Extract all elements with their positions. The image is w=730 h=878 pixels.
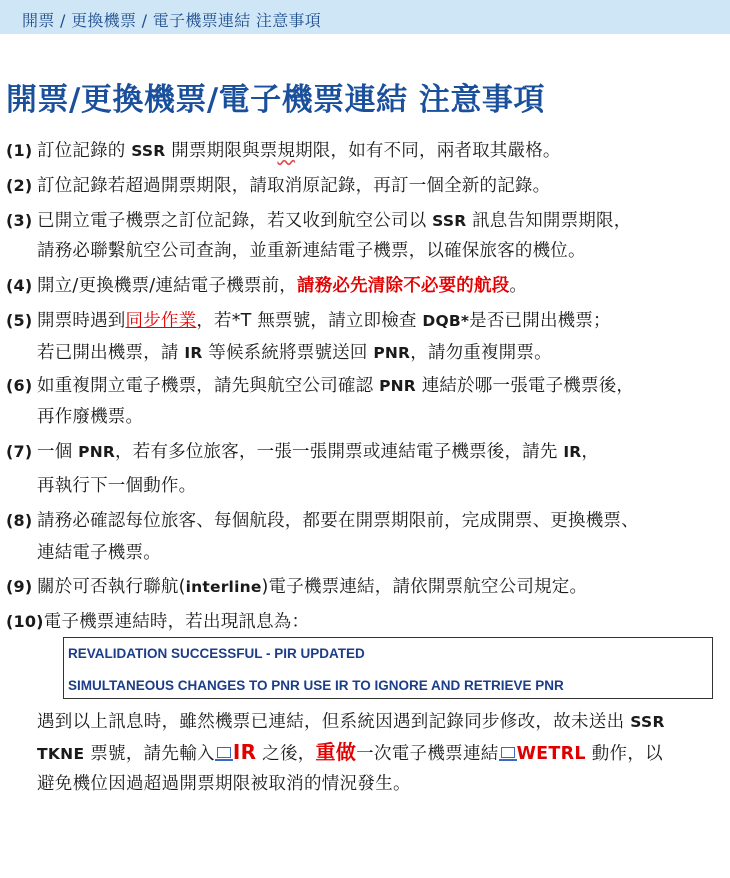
- item-number: (7): [6, 442, 33, 461]
- item-text: 連結於哪一張電子機票後，: [415, 376, 635, 396]
- note-text: 遇到以上訊息時，雖然機票已連結，但系統因遇到記錄同步修改，故未送出: [37, 712, 631, 732]
- item-text: 請務必確認每位旅客、每個航段，都要在開票期限前，完成開票、更換機票、: [37, 511, 639, 531]
- item-text: PNR: [379, 377, 416, 395]
- item-number: (2): [6, 176, 33, 195]
- item-text: ，請勿重複開票。: [410, 343, 552, 363]
- list-item-3: [6, 210, 631, 232]
- item-text: 訊息告知開票期限，: [466, 211, 632, 231]
- message-line-2: SIMULTANEOUS CHANGES TO PNR USE IR TO IGNORE AND RETRIEVE PNR: [68, 678, 564, 693]
- note-line-2: [37, 741, 663, 765]
- item-number: (4): [6, 276, 33, 295]
- item-text: IR: [184, 344, 203, 362]
- warning-text: 請務必先清除不必要的航段: [297, 276, 510, 296]
- list-item-3-cont: 請務必聯繫航空公司查詢，並重新連結電子機票，以確保旅客的機位。: [37, 241, 586, 261]
- item-number: (5): [6, 311, 33, 330]
- note-line-3: 避免機位因過超過開票期限被取消的情況發生。: [37, 774, 411, 794]
- list-item-6: [6, 375, 634, 397]
- list-item-1: [6, 140, 561, 162]
- item-text: interline: [185, 578, 262, 596]
- item-number: (10): [6, 612, 44, 631]
- item-text: 如重複開立電子機票，請先與航空公司確認: [37, 376, 380, 396]
- list-item-8-cont: 連結電子機票。: [37, 543, 161, 563]
- note-line-1: [37, 711, 665, 733]
- list-item-2: [6, 175, 550, 197]
- item-text: 等候系統將票號送回: [202, 343, 374, 363]
- keyboard-enter-icon: [217, 747, 231, 758]
- list-item-10: [6, 611, 309, 633]
- item-text: 電子機票連結時，若出現訊息為：: [43, 612, 310, 632]
- item-text: 是否已開出機票；: [469, 311, 611, 331]
- item-number: (1): [6, 141, 33, 160]
- note-text: 一次電子機票連結: [356, 744, 499, 764]
- spellcheck-word: 規: [277, 141, 296, 161]
- note-text: TKNE: [37, 745, 85, 763]
- item-text: ，若有多位旅客，一張一張開票或連結電子機票後，請先: [115, 442, 564, 462]
- redo-emphasis: 重做: [315, 740, 357, 764]
- item-text: SSR: [131, 142, 166, 160]
- item-text: SSR: [432, 212, 467, 230]
- list-item-8: [6, 510, 639, 532]
- item-text: 一個: [37, 442, 79, 462]
- command-ir: IR: [232, 740, 257, 764]
- item-text: )電子機票連結，請依開票航空公司規定。: [261, 577, 588, 597]
- item-text: IR: [563, 443, 582, 461]
- sync-operation-link[interactable]: 同步作業: [125, 311, 197, 331]
- item-text: ，若*T 無票號，請立即檢查: [196, 311, 423, 331]
- item-text: 若已開出機票，請: [37, 343, 185, 363]
- item-text: 訂位記錄的: [37, 141, 132, 161]
- list-item-5-cont: [37, 342, 552, 364]
- breadcrumb: 開票 / 更換機票 / 電子機票連結 注意事項: [22, 11, 322, 30]
- item-text: 已開立電子機票之訂位記錄，若又收到航空公司以: [37, 211, 433, 231]
- item-number: (6): [6, 376, 33, 395]
- note-text: 票號，請先輸入: [84, 744, 215, 764]
- item-text: ，: [581, 442, 600, 462]
- item-text: PNR: [78, 443, 116, 461]
- list-item-7: [6, 441, 599, 463]
- page-title: 開票/更換機票/電子機票連結 注意事項: [6, 82, 545, 118]
- list-item-9: [6, 576, 587, 598]
- keyboard-enter-icon: [501, 747, 515, 758]
- item-number: (9): [6, 577, 33, 596]
- list-item-6-cont: 再作廢機票。: [37, 407, 144, 427]
- note-text: 動作，以: [585, 744, 663, 764]
- list-item-7-cont: 再執行下一個動作。: [37, 476, 197, 496]
- item-text: 開票期限與票: [165, 141, 278, 161]
- item-text: 開立/更換機票/連結電子機票前，: [37, 276, 297, 296]
- item-text: 關於可否執行聯航(: [37, 577, 186, 597]
- item-text: PNR: [373, 344, 411, 362]
- note-text: SSR: [630, 713, 665, 731]
- item-text: 期限，如有不同，兩者取其嚴格。: [295, 141, 561, 161]
- item-number: (8): [6, 511, 33, 530]
- item-text: 開票時遇到: [37, 311, 126, 331]
- system-message-box: [63, 637, 713, 699]
- note-text: 之後，: [256, 744, 316, 764]
- breadcrumb-bar: [0, 0, 730, 34]
- message-line-1: REVALIDATION SUCCESSFUL - PIR UPDATED: [68, 646, 365, 661]
- item-text: DQB*: [422, 312, 470, 330]
- list-item-5: [6, 310, 611, 332]
- command-wetrl: WETRL: [516, 744, 586, 764]
- item-text: 。: [509, 276, 528, 296]
- item-number: (3): [6, 211, 33, 230]
- item-text: 訂位記錄若超過開票期限，請取消原記錄，再訂一個全新的記錄。: [37, 176, 551, 196]
- list-item-4: [6, 275, 527, 297]
